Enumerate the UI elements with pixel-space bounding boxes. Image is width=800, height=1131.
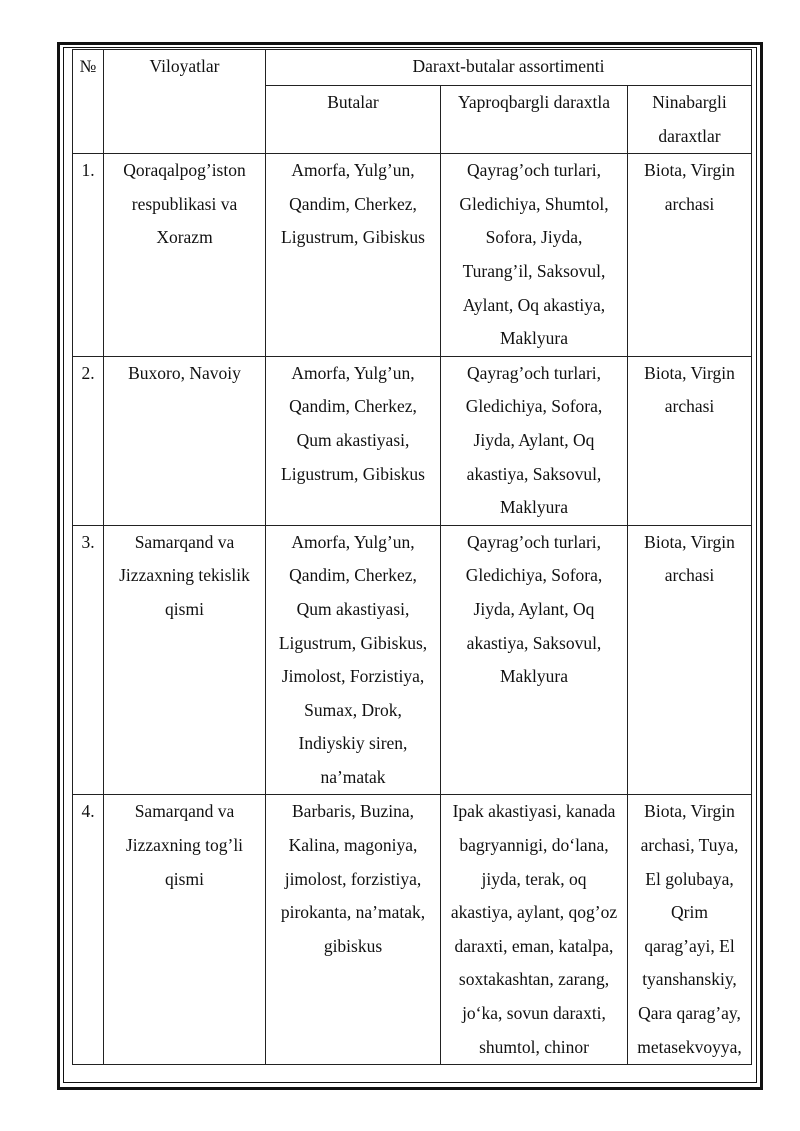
- row-region: Buxoro, Navoiy: [104, 356, 266, 525]
- header-row-1: [73, 50, 752, 86]
- header-regions: Viloyatlar: [104, 50, 266, 154]
- header-shrubs: Butalar: [266, 86, 441, 154]
- row-region: Samarqand va Jizzaxning tekislik qismi: [104, 525, 266, 795]
- table-row: [73, 795, 752, 1065]
- row-shrubs: Amorfa, Yulg’un, Qandim, Cherkez, Ligustrum, Gibiskus: [266, 154, 441, 357]
- header-deciduous: Yaproqbargli daraxtla: [441, 86, 628, 154]
- row-deciduous: Qayrag’och turlari, Gledichiya, Shumtol, Sofora, Jiyda, Turang’il, Saksovul, Aylant, Oq akastiya, Maklyura: [441, 154, 628, 357]
- row-number: 3.: [73, 525, 104, 795]
- row-deciduous: Qayrag’och turlari, Gledichiya, Sofora, Jiyda, Aylant, Oq akastiya, Saksovul, Maklyura: [441, 525, 628, 795]
- table-row: [73, 525, 752, 795]
- row-deciduous: Ipak akastiyasi, kanada bagryannigi, do‘lana, jiyda, terak, oq akastiya, aylant, qog’oz daraxti, eman, katalpa, soxtakashtan, zarang, jo‘ka, sovun daraxti, shumtol, chinor: [441, 795, 628, 1065]
- tree-shrub-assortment-table: [72, 49, 752, 1065]
- row-coniferous: Biota, Virgin archasi: [628, 356, 752, 525]
- row-region: Qoraqalpog’iston respublikasi va Xorazm: [104, 154, 266, 357]
- row-number: 2.: [73, 356, 104, 525]
- row-number: 4.: [73, 795, 104, 1065]
- row-shrubs: Amorfa, Yulg’un, Qandim, Cherkez, Qum akastiyasi, Ligustrum, Gibiskus: [266, 356, 441, 525]
- row-coniferous: Biota, Virgin archasi: [628, 525, 752, 795]
- row-number: 1.: [73, 154, 104, 357]
- row-deciduous: Qayrag’och turlari, Gledichiya, Sofora, Jiyda, Aylant, Oq akastiya, Saksovul, Maklyura: [441, 356, 628, 525]
- row-shrubs: Barbaris, Buzina, Kalina, magoniya, jimolost, forzistiya, pirokanta, na’matak, gibiskus: [266, 795, 441, 1065]
- header-coniferous: Ninabargli daraxtlar: [628, 86, 752, 154]
- row-shrubs: Amorfa, Yulg’un, Qandim, Cherkez, Qum akastiyasi, Ligustrum, Gibiskus, Jimolost, Forzistiya, Sumax, Drok, Indiyskiy siren, na’matak: [266, 525, 441, 795]
- table-row: [73, 154, 752, 357]
- row-coniferous: Biota, Virgin archasi, Tuya, El golubaya, Qrim qarag’ayi, El tyanshanskiy, Qara qarag’ay, metasekvoyya,: [628, 795, 752, 1065]
- row-coniferous: Biota, Virgin archasi: [628, 154, 752, 357]
- header-assortment: Daraxt-butalar assortimenti: [266, 50, 752, 86]
- header-number: №: [73, 50, 104, 154]
- table-row: [73, 356, 752, 525]
- row-region: Samarqand va Jizzaxning tog’li qismi: [104, 795, 266, 1065]
